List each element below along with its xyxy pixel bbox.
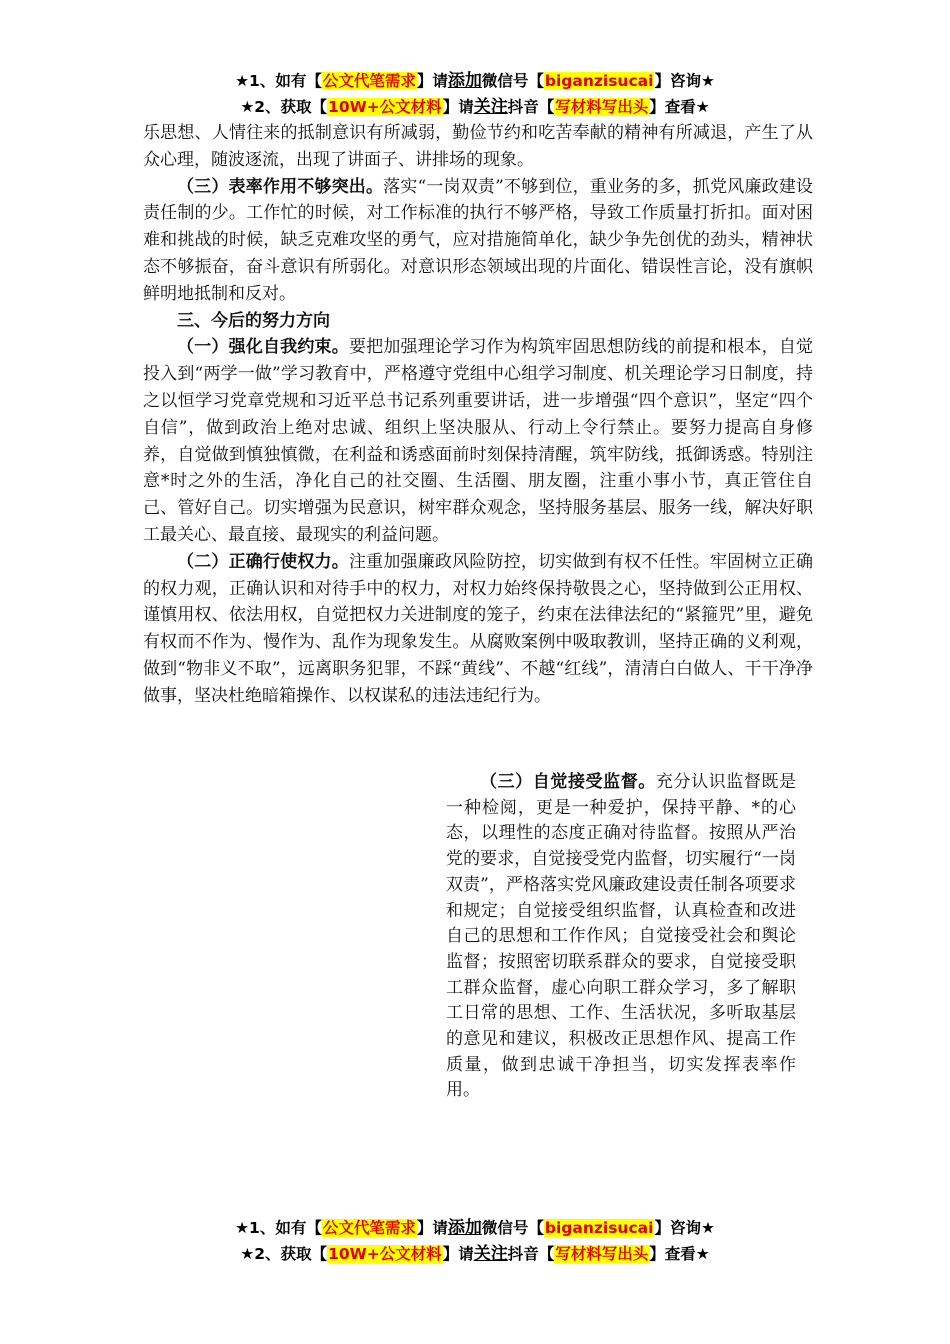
banner-highlight: 公文代笔需求 [322,72,416,90]
banner-text: 】咨询★ [654,1219,715,1237]
banner-text: ★1、如有【 [235,72,322,90]
paragraph-text: 注重加强廉政风险防控，切实做到有权不任性。牢固树立正确的权力观，正确认识和对待手中的权力，对权力始终保持敬畏之心，坚持做到公正用权、谨慎用权、依法用权，自觉把权力关进制度的笼子，约束在法律法纪的“紧箍咒”里，避免有权而不作为、慢作为、乱作为现象发生。从腐败案例中吸取教训，坚持正确的义利观，做到“物非义不取”，远离职务犯罪，不踩“黄线”、不越“红线”，清清白白做人、干干净净做事，坚决杜绝暗箱操作、以权谋私的违法违纪行为。 [143,551,814,706]
banner-emphasis: 添加 [447,1218,482,1238]
banner-text: 抖音【 [507,1245,555,1263]
banner-highlight: 公文代笔需求 [322,1219,416,1237]
paragraph [143,174,813,308]
banner-wechat-id: biganzisucai [544,1219,654,1237]
document-body [143,120,813,710]
section-title: 三、今后的努力方向 [177,310,330,331]
banner-emphasis: 关注 [473,1244,508,1264]
banner-text: 】咨询★ [654,72,715,90]
banner-highlight: 10W+公文材料 [328,98,442,116]
banner-text: 】请 [416,72,448,90]
banner-text: ★2、获取【 [240,98,328,116]
banner-text: 】查看★ [649,1245,710,1263]
banner-text: ★2、获取【 [240,1245,328,1263]
paragraph-heading: （三）自觉接受监督。 [480,772,656,792]
header-banner [0,68,950,120]
banner-line-2 [0,94,950,120]
floating-paragraph [446,770,796,1104]
banner-text: 】请 [416,1219,448,1237]
paragraph-text: 落实“一岗双责”不够到位，重业务的多，抓党风廉政建设责任制的少。工作忙的时候，对工作标准的执行不够严格，导致工作质量打折扣。面对困难和挑战的时候，缺乏克难攻坚的勇气，应对措施简单化，缺少争先创优的劲头，精神状态不够振奋，奋斗意识有所弱化。对意识形态领域出现的片面化、错误性言论，没有旗帜鲜明地抵制和反对。 [143,176,814,304]
paragraph [143,549,813,710]
banner-highlight: 10W+公文材料 [328,1245,442,1263]
paragraph-heading: （三）表率作用不够突出。 [177,176,384,197]
banner-emphasis: 关注 [473,97,508,117]
banner-text: 】查看★ [649,98,710,116]
footer-banner [0,1215,950,1267]
banner-line-1 [0,68,950,94]
banner-wechat-id: biganzisucai [544,72,654,90]
banner-text: 】请 [442,98,474,116]
banner-text: 】请 [442,1245,474,1263]
banner-highlight: 写材料写出头 [555,98,649,116]
paragraph [446,770,796,1104]
banner-text: ★1、如有【 [235,1219,322,1237]
paragraph-heading: （一）强化自我约束。 [177,337,349,358]
paragraph-text: 充分认识监督既是一种检阅，更是一种爱护，保持平静、*的心态，以理性的态度正确对待监督。按照从严治党的要求，自觉接受党内监督，切实履行“一岗双责”，严格落实党风廉政建设责任制各项要求和规定；自觉接受组织监督，认真检查和改进自己的思想和工作作风；自觉接受社会和舆论监督；按照密切联系群众的要求，自觉接受职工群众监督，虚心向职工群众学习，多了解职工日常的思想、工作、生活状况，多听取基层的意见和建议，积极改正思想作风、提高工作质量，做到忠诚干净担当，切实发挥表率作用。 [446,772,797,1101]
banner-text: 微信号【 [481,72,544,90]
paragraph: 乐思想、人情往来的抵制意识有所减弱，勤俭节约和吃苦奉献的精神有所减退，产生了从众心理，随波逐流，出现了讲面子、讲排场的现象。 [143,123,813,170]
banner-text: 抖音【 [507,98,555,116]
paragraph [143,334,813,548]
banner-emphasis: 添加 [447,71,482,91]
banner-text: 微信号【 [481,1219,544,1237]
banner-line-2 [0,1241,950,1267]
banner-highlight: 写材料写出头 [555,1245,649,1263]
paragraph-heading: （二）正确行使权力。 [177,551,349,572]
banner-line-1 [0,1215,950,1241]
paragraph-text: 要把加强理论学习作为构筑牢固思想防线的前提和根本，自觉投入到“两学一做”学习教育中，严格遵守党组中心组学习制度、机关理论学习日制度，持之以恒学习党章党规和习近平总书记系列重要讲话，进一步增强“四个意识”，坚定“四个自信”，做到政治上绝对忠诚、组织上坚决服从、行动上令行禁止。要努力提高自身修养，自觉做到慎独慎微，在利益和诱惑面前时刻保持清醒，筑牢防线，抵御诱惑。特别注意*时之外的生活，净化自己的社交圈、生活圈、朋友圈，注重小事小节，真正管住自己、管好自己。切实增强为民意识，树牢群众观念，坚持服务基层、服务一线，解决好职工最关心、最直接、最现实的利益问题。 [143,337,814,545]
